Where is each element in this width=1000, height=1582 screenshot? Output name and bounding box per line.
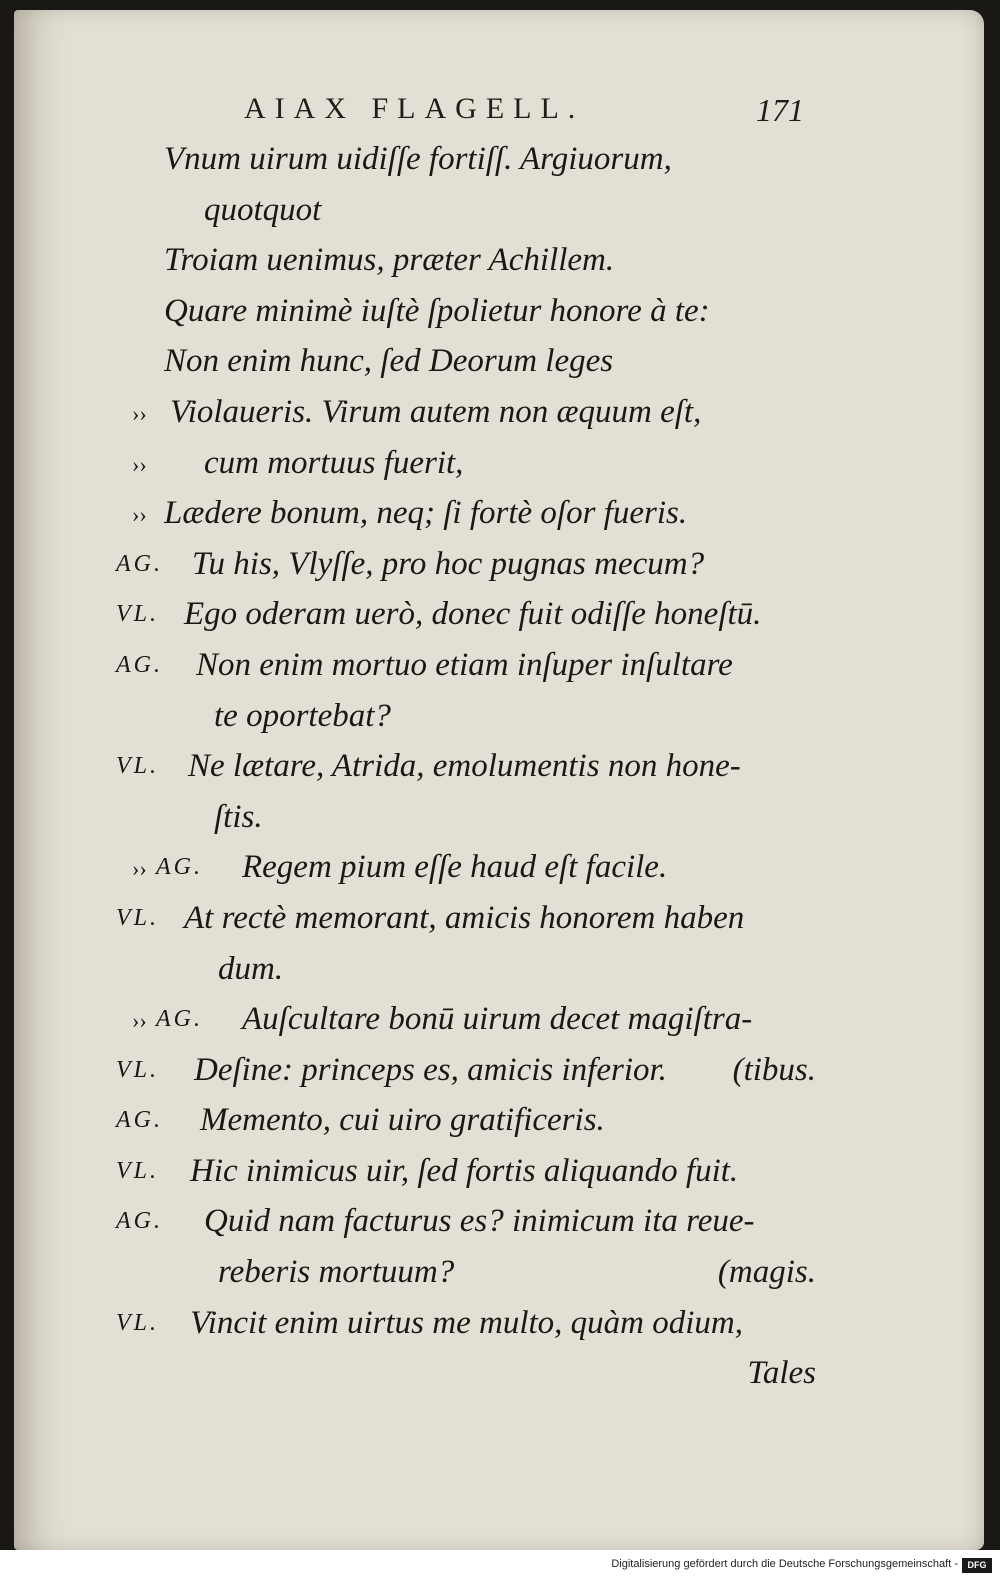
speaker-label: AG. [156,854,203,881]
speaker-label: VL. [116,601,160,628]
speaker-label: AG. [116,651,163,678]
gnomic-quote-mark: ›› [132,1008,147,1034]
speaker-label: VL. [116,753,160,780]
verse-line [104,640,824,691]
verse-line [104,994,824,1045]
verse-text: Troiam uenimus, præter Achillem. [164,242,615,279]
verse-line [104,539,824,590]
verse-line [104,286,824,337]
verse-text: Vincit enim uirtus me multo, quàm odium, [190,1304,744,1341]
page-number: 171 [756,92,804,128]
verse-line [104,185,824,236]
turnover-word: (tibus. [732,1051,816,1088]
verse-text: cum mortuus fuerit, [204,444,464,481]
verse-line [104,1146,824,1197]
verse-line [104,1348,824,1399]
speaker-label: VL. [116,1157,160,1184]
verse-text: Violaueris. Virum autem non æquum eſt, [170,393,702,430]
verse-line [104,438,824,489]
verse-text: Quid nam facturus es? inimicum ita reue- [204,1203,755,1240]
speaker-label: AG. [116,1107,163,1134]
footer-bar [0,1550,1000,1582]
funding-credit: Digitalisierung gefördert durch die Deutsche Forschungsgemeinschaft - [611,1558,958,1570]
verse-text: Non enim mortuo etiam inſuper inſultare [196,646,733,683]
turnover-word: Tales [747,1355,816,1392]
verse-text: Deſine: princeps es, amicis inferior. [194,1051,667,1088]
verse-line [104,842,824,893]
verse-line [104,792,824,843]
verse-line [104,741,824,792]
running-title: AIAX FLAGELL. [244,92,585,125]
verse-line [104,387,824,438]
verse-line [104,1095,824,1146]
verse-line [104,691,824,742]
verse-text: Ego oderam uerò, donec fuit odiſſe honeſtū. [184,596,762,633]
verse-text: Memento, cui uiro gratificeris. [200,1102,605,1139]
speaker-label: AG. [156,1006,203,1033]
verse-text-block [104,134,824,1399]
verse-text: reberis mortuum? [218,1254,455,1291]
verse-line [104,336,824,387]
dfg-logo: DFG [962,1558,992,1573]
verse-line [104,1298,824,1349]
verse-text: Non enim hunc, ſed Deorum leges [164,343,614,380]
verse-text: At rectè memorant, amicis honorem haben [184,899,745,936]
book-page [14,10,984,1550]
verse-text: Lædere bonum, neq; ſi fortè oſor fueris. [164,495,688,532]
page-header [244,92,814,132]
verse-line [104,589,824,640]
gnomic-quote-mark: ›› [132,400,147,426]
gnomic-quote-mark: ›› [132,502,147,528]
verse-text: Regem pium eſſe haud eſt facile. [242,849,668,886]
verse-line [104,944,824,995]
verse-text: ſtis. [214,798,263,835]
verse-text: te oportebat? [214,697,391,734]
verse-line [104,893,824,944]
gnomic-quote-mark: ›› [132,856,147,882]
verse-line [104,1196,824,1247]
verse-text: Quare minimè iuſtè ſpolietur honore à te: [164,292,710,329]
speaker-label: AG. [116,1208,163,1235]
verse-line [104,1247,824,1298]
verse-line [104,488,824,539]
speaker-label: VL. [116,904,160,931]
speaker-label: VL. [116,1056,160,1083]
speaker-label: VL. [116,1309,160,1336]
verse-line [104,1045,824,1096]
verse-text: Tu his, Vlyſſe, pro hoc pugnas mecum? [192,545,705,582]
speaker-label: AG. [116,550,163,577]
gnomic-quote-mark: ›› [132,451,147,477]
verse-line [104,134,824,185]
verse-text: Vnum uirum uidiſſe fortiſſ. Argiuorum, [164,141,672,177]
turnover-word: (magis. [717,1254,816,1291]
verse-text: Auſcultare bonū uirum decet magiſtra- [242,1001,753,1038]
verse-text: Hic inimicus uir, ſed fortis aliquando fuit. [190,1152,739,1189]
verse-text: quotquot [204,191,322,228]
verse-text: dum. [218,950,284,987]
verse-line [104,235,824,286]
verse-text: Ne lætare, Atrida, emolumentis non hone- [188,748,741,785]
